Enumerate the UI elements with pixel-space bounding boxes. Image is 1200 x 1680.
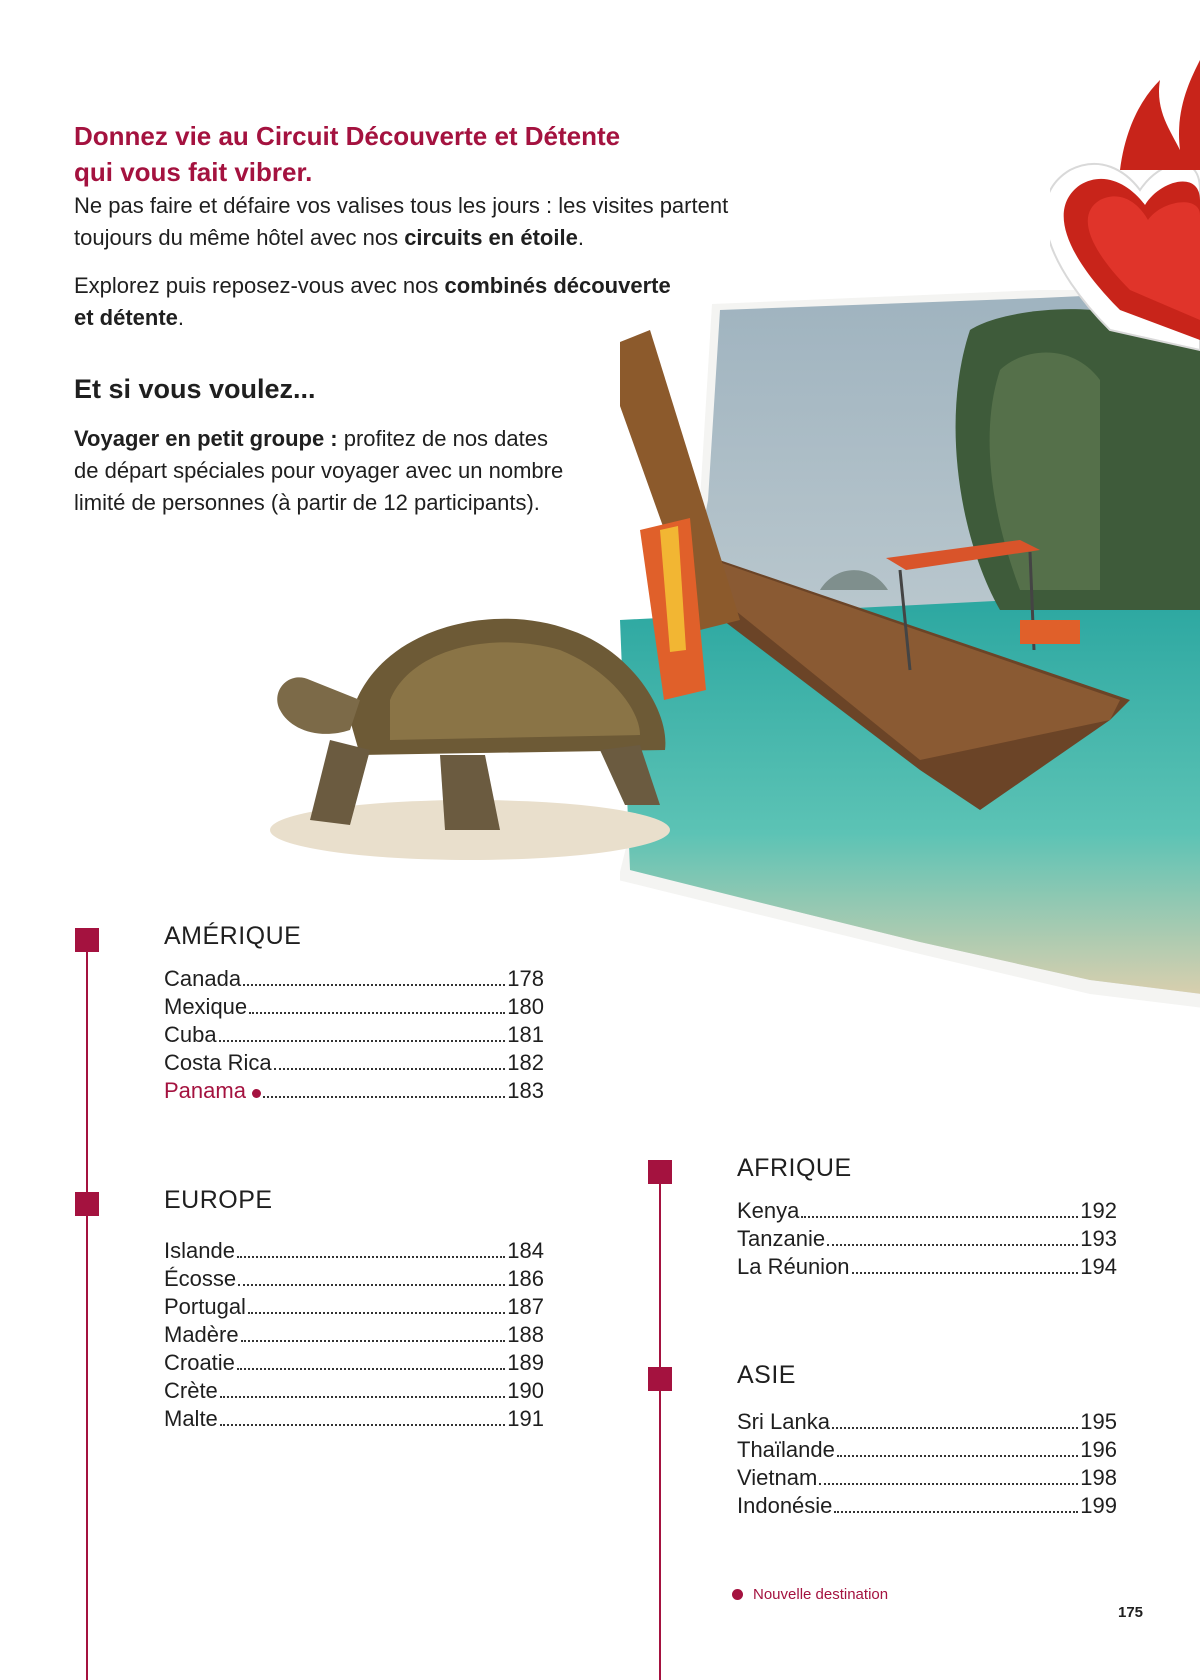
marker-asie xyxy=(648,1367,672,1391)
toc-entry[interactable]: Indonésie 199 xyxy=(737,1493,1117,1518)
bold-combines: combinés découverte et détente xyxy=(74,273,671,330)
marker-afrique xyxy=(648,1160,672,1184)
toc-entry[interactable]: Thaïlande 196 xyxy=(737,1437,1117,1462)
toc-entry[interactable]: Costa Rica 182 xyxy=(164,1050,544,1075)
toc-entry[interactable]: Sri Lanka 195 xyxy=(737,1409,1117,1434)
headline-line-2: qui vous fait vibrer. xyxy=(74,157,313,187)
toc-entry[interactable]: Mexique 180 xyxy=(164,994,544,1019)
page-number: 175 xyxy=(1118,1604,1144,1621)
new-destination-icon xyxy=(252,1089,261,1098)
subheading: Et si vous voulez... xyxy=(74,374,316,404)
new-destination-icon xyxy=(732,1589,743,1600)
region-title: ASIE xyxy=(737,1361,796,1389)
intro-paragraph-3: Voyager en petit groupe : profitez de nos dates de départ spéciales pour voyager avec un nombre limité de personnes (à partir de 12 participants). xyxy=(74,426,564,515)
timeline-right xyxy=(659,1170,661,1680)
toc-entry-new[interactable]: Panama 183 xyxy=(164,1078,544,1103)
toc-entry[interactable]: Islande 184 xyxy=(164,1238,544,1263)
region-title: AFRIQUE xyxy=(737,1154,852,1182)
intro-paragraph-1: Ne pas faire et défaire vos valises tous les jours : les visites partent toujours du même hôtel avec nos circuits en étoile. xyxy=(74,193,729,250)
toc-entry[interactable]: Kenya 192 xyxy=(737,1198,1117,1223)
legend-new-destination xyxy=(732,1586,888,1603)
region-afrique xyxy=(737,1154,1117,1281)
legend-label: Nouvelle destination xyxy=(753,1586,889,1603)
toc-entry[interactable]: Madère 188 xyxy=(164,1322,544,1347)
bold-circuits-etoile: circuits en étoile xyxy=(404,225,578,250)
marker-europe xyxy=(75,1192,99,1216)
region-europe xyxy=(164,1186,544,1433)
toc-entry[interactable]: Cuba 181 xyxy=(164,1022,544,1047)
marker-amerique xyxy=(75,928,99,952)
tortoise-svg xyxy=(270,590,730,870)
headline-line-1: Donnez vie au Circuit Découverte et Détente xyxy=(74,121,621,151)
timeline-left xyxy=(86,938,88,1680)
region-asie xyxy=(737,1361,1117,1520)
toc-entry[interactable]: La Réunion 194 xyxy=(737,1254,1117,1279)
toc-entry[interactable]: Vietnam 198 xyxy=(737,1465,1117,1490)
tortoise-image xyxy=(270,590,730,870)
intro-paragraph-2: Explorez puis reposez-vous avec nos combinés découverte et détente. xyxy=(74,273,671,330)
region-title: AMÉRIQUE xyxy=(164,922,302,950)
toc-entry[interactable]: Portugal 187 xyxy=(164,1294,544,1319)
toc-entry[interactable]: Écosse 186 xyxy=(164,1266,544,1291)
region-title: EUROPE xyxy=(164,1186,273,1214)
headline xyxy=(74,118,754,190)
toc-entry[interactable]: Malte 191 xyxy=(164,1406,544,1431)
toc-entry[interactable]: Canada 178 xyxy=(164,966,544,991)
toc-entry[interactable]: Croatie 189 xyxy=(164,1350,544,1375)
region-amerique xyxy=(164,922,544,1105)
heart-icon xyxy=(1050,40,1200,370)
sacred-heart-ornament xyxy=(1050,40,1200,370)
toc-entry[interactable]: Crète 190 xyxy=(164,1378,544,1403)
bold-petit-groupe: Voyager en petit groupe : xyxy=(74,426,338,451)
toc-entry[interactable]: Tanzanie 193 xyxy=(737,1226,1117,1251)
